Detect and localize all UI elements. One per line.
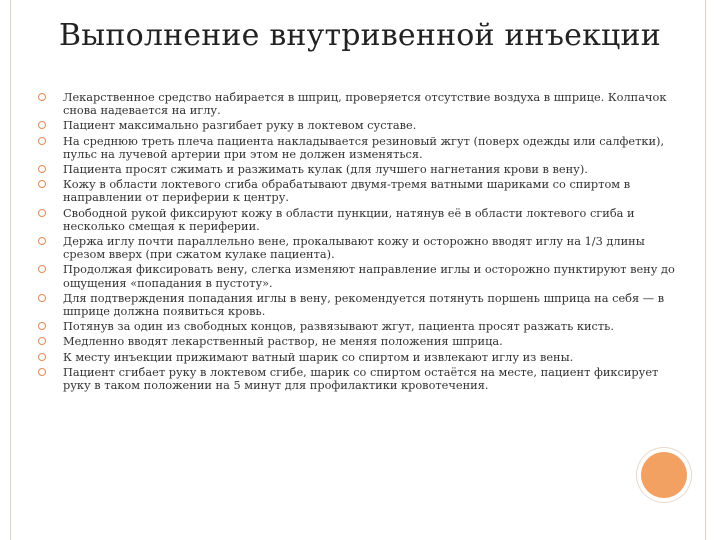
list-item-text: На среднюю треть плеча пациента накладывается резиновый жгут (поверх одежды или салфетки), пульс на лучевой артерии при этом не должен изменяться. <box>63 133 665 161</box>
list-item <box>38 335 688 348</box>
list-item <box>38 366 688 392</box>
bullet-icon <box>38 180 46 188</box>
list-item-text: Пациент максимально разгибает руку в локтевом суставе. <box>63 118 417 133</box>
list-item <box>38 235 688 261</box>
bullet-icon <box>38 237 46 245</box>
decorative-circle <box>641 452 687 498</box>
bullet-icon <box>38 337 46 345</box>
list-item-text: Для подтверждения попадания иглы в вену, рекомендуется потянуть поршень шприца на себя — в шприце должна появиться кровь. <box>63 290 665 319</box>
list-item <box>38 163 688 176</box>
list-item <box>38 91 688 117</box>
bullet-icon <box>38 265 46 273</box>
bullet-icon <box>38 368 46 376</box>
bullet-icon <box>38 93 46 101</box>
bullet-icon <box>38 137 46 145</box>
list-item-text: Лекарственное средство набирается в шприц, проверяется отсутствие воздуха в шприце. Колпачок снова надевается на иглу. <box>63 90 667 118</box>
bullet-icon <box>38 165 46 173</box>
slide-title: Выполнение внутривенной инъекции <box>59 18 661 53</box>
procedure-steps-list <box>38 91 688 394</box>
list-item-text: Продолжая фиксировать вену, слегка изменяют направление иглы и осторожно пунктируют вену до ощущения «попадания в пустоту». <box>63 262 675 290</box>
frame-line-left <box>10 0 11 540</box>
list-item-text: Свободной рукой фиксируют кожу в области пункции, натянув её в области локтевого сгиба и несколько смещая к периферии. <box>63 205 635 233</box>
bullet-icon <box>38 353 46 361</box>
list-item <box>38 178 688 204</box>
bullet-icon <box>38 209 46 217</box>
list-item <box>38 292 688 318</box>
list-item-text: Кожу в области локтевого сгиба обрабатывают двумя-тремя ватными шариками со спиртом в направлении от периферии к центру. <box>63 177 631 205</box>
list-item <box>38 135 688 161</box>
list-item <box>38 119 688 132</box>
list-item-text: Потянув за один из свободных концов, развязывают жгут, пациента просят разжать кисть. <box>63 319 614 334</box>
list-item-text: Держа иглу почти параллельно вене, прокалывают кожу и осторожно вводят иглу на 1/3 длины срезом вверх (при сжатом кулаке пациента). <box>63 234 645 262</box>
bullet-icon <box>38 294 46 302</box>
frame-line-right <box>705 0 706 540</box>
list-item-text: Медленно вводят лекарственный раствор, не меняя положения шприца. <box>63 334 503 349</box>
bullet-icon <box>38 322 46 330</box>
list-item-text: Пациента просят сжимать и разжимать кулак (для лучшего нагнетания крови в вену). <box>63 162 588 177</box>
bullet-icon <box>38 121 46 129</box>
list-item-text: Пациент сгибает руку в локтевом сгибе, шарик со спиртом остаётся на месте, пациент фиксирует руку в таком положении на 5 минут для профилактики кровотечения. <box>63 364 659 393</box>
list-item <box>38 320 688 333</box>
list-item <box>38 207 688 233</box>
list-item-text: К месту инъекции прижимают ватный шарик со спиртом и извлекают иглу из вены. <box>63 349 574 364</box>
list-item <box>38 263 688 289</box>
list-item <box>38 351 688 364</box>
